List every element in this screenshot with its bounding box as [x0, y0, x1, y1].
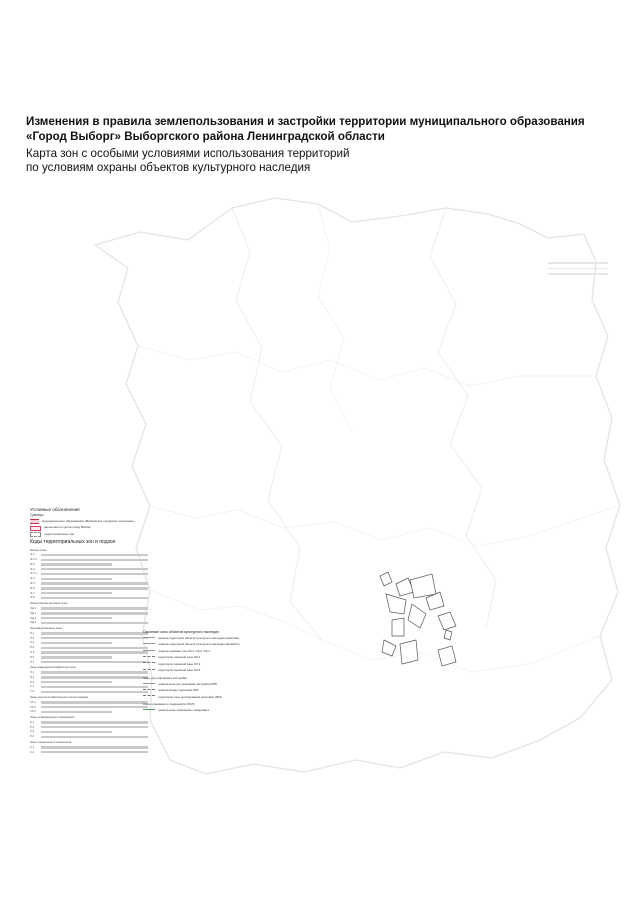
code-row: [30, 617, 148, 621]
zone-code: Ж-1.1: [30, 558, 37, 562]
code-row: [30, 612, 148, 616]
zone-description: [41, 554, 148, 556]
code-row: [30, 661, 148, 665]
zone-description: [41, 731, 112, 733]
heritage-line-swatch: [143, 709, 155, 713]
code-row: [30, 621, 148, 625]
heritage-legend-label: территория зоны регулирования застройки (ЗРЗ): [158, 694, 222, 699]
zone-description: [41, 592, 112, 594]
zone-code: Р-2: [30, 725, 35, 729]
code-row: [30, 721, 148, 725]
zone-description: [41, 568, 148, 570]
code-row: [30, 592, 148, 596]
codes-group-heading: Зоны инженерной инфраструктуры: [30, 665, 76, 670]
zone-description: [41, 617, 112, 619]
zone-code: И-1: [30, 671, 35, 675]
legend-item: [30, 526, 148, 531]
zone-code: П-2: [30, 636, 35, 640]
zone-description: [41, 711, 112, 713]
zone-code: Ж-3: [30, 567, 35, 571]
code-row: [30, 751, 148, 755]
heritage-line-swatch: [143, 683, 155, 687]
zone-code: СХ-1: [30, 700, 36, 704]
code-row: [30, 577, 148, 581]
heritage-line-swatch: [143, 695, 155, 699]
legend-item-label: муниципального образования «Выборгское городское поселение»: [42, 518, 135, 523]
heritage-legend-label: граница территории объекта культурного наследия (памятник): [158, 636, 240, 641]
codes-group-heading: Зоны специального назначения: [30, 740, 72, 745]
heritage-legend-item: [143, 637, 253, 641]
codes-group-heading: Зоны сельскохозяйственного использования: [30, 695, 89, 699]
zone-description: [41, 701, 148, 703]
scale-marks: [548, 258, 608, 275]
zone-description: [41, 726, 148, 728]
zone-code: И-2: [30, 675, 35, 679]
heritage-legend-item: [143, 689, 253, 693]
code-row: [30, 553, 148, 557]
heritage-line-swatch: [143, 656, 155, 660]
zone-code: ОД-4: [30, 621, 37, 625]
title-block: [26, 114, 626, 175]
legend-swatch: [30, 526, 41, 531]
zone-code: С-1: [30, 745, 35, 749]
zone-description: [41, 642, 112, 644]
zone-code: Ж-4: [30, 577, 35, 581]
page-subtitle: Карта зон с особыми условиями использования территорий по условиям охраны объектов культурного наследия: [26, 147, 350, 174]
zone-description: [41, 661, 148, 663]
zone-description: [41, 607, 148, 609]
zone-description: [41, 597, 148, 599]
code-row: [30, 676, 148, 680]
heritage-legend-title: Охранные зоны объектов культурного наследия: [143, 630, 219, 634]
district-line-6: [318, 204, 352, 432]
zone-parcel[interactable]: [400, 640, 418, 664]
zone-description: [41, 746, 148, 748]
zone-code: П-4: [30, 646, 35, 650]
zone-code: Р-1: [30, 720, 35, 724]
zone-code: П-5: [30, 650, 35, 654]
code-row: [30, 651, 148, 655]
district-line-2: [430, 208, 496, 628]
heritage-legend-label: территория охранной зоны ОЗ-2: [158, 661, 201, 666]
code-row: [30, 641, 148, 645]
zone-code: СХ-2: [30, 705, 36, 709]
zone-description: [41, 632, 148, 634]
heritage-legend-label: граница зоны регулирования застройки (ЗРЗ): [158, 681, 218, 686]
code-row: [30, 646, 148, 650]
zone-parcel[interactable]: [380, 572, 392, 586]
zone-code: П-3: [30, 641, 35, 645]
zone-parcel[interactable]: [408, 604, 426, 628]
zone-description: [41, 706, 148, 708]
heritage-legend-item: [143, 656, 253, 660]
zone-code: Ж-3.1: [30, 572, 37, 576]
zone-code: Т-1: [30, 685, 34, 689]
zone-parcel[interactable]: [392, 618, 404, 636]
heritage-legend-item: [143, 650, 253, 654]
zone-parcel[interactable]: [386, 594, 406, 614]
zone-description: [41, 637, 148, 639]
legend-swatch: [30, 519, 39, 524]
heritage-legend-item: [143, 662, 253, 666]
zone-code: Т-2: [30, 690, 34, 694]
codes-list: [30, 549, 148, 755]
heritage-legend-label: граница зоны охраняемого ландшафта: [158, 708, 209, 713]
zone-code: ОД-3: [30, 616, 37, 620]
code-row: [30, 671, 148, 675]
code-row: [30, 730, 148, 734]
zone-description: [41, 681, 112, 683]
code-row: [30, 632, 148, 636]
zone-description: [41, 578, 112, 580]
heritage-legend-item: [143, 683, 253, 687]
zone-code: ОД-2: [30, 611, 37, 615]
zone-description: [41, 587, 148, 589]
code-row: [30, 735, 148, 739]
code-row: [30, 558, 148, 562]
code-row: [30, 607, 148, 611]
zone-parcel[interactable]: [382, 640, 396, 656]
code-row: [30, 572, 148, 576]
zone-code: Р-3: [30, 730, 35, 734]
code-row: [30, 746, 148, 750]
codes-group-heading: Общественно-деловые зоны: [30, 601, 68, 606]
code-row: [30, 706, 148, 710]
zone-code: Ж-7: [30, 591, 35, 595]
heritage-legend-item: [143, 695, 253, 699]
zone-parcel[interactable]: [438, 612, 456, 630]
zone-description: [41, 691, 148, 693]
heritage-legend-label: территория охранной зоны ОЗ-3: [158, 668, 201, 673]
heritage-line-swatch: [143, 637, 155, 641]
zrz-heading: Зоны регулирования застройки: [143, 675, 187, 680]
heritage-legend-label: граница между подзонами ЗРЗ: [158, 688, 199, 693]
codes-group-heading: Производственные зоны: [30, 626, 63, 631]
legend-title: Условные обозначения: [30, 507, 80, 512]
zone-code: Р-4: [30, 735, 35, 739]
zone-description: [41, 651, 148, 653]
zone-description: [41, 736, 148, 738]
heritage-line-swatch: [143, 662, 155, 666]
heritage-legend-item: [143, 643, 253, 647]
code-row: [30, 563, 148, 567]
zone-code: СХ-3: [30, 710, 36, 714]
zone-parcel[interactable]: [438, 646, 456, 666]
legend-item: [30, 519, 148, 524]
zone-description: [41, 721, 148, 723]
heritage-legend-label: граница охранных зон ОЗ-1, ОЗ-2, ОЗ-3: [158, 648, 210, 653]
heritage-line-swatch: [143, 650, 155, 654]
codes-group-heading: Зоны рекреационного назначения: [30, 715, 75, 720]
zone-description: [41, 656, 112, 658]
district-line-4: [150, 505, 620, 546]
code-row: [30, 637, 148, 641]
codes-group-heading: Жилые зоны: [30, 547, 47, 552]
zone-code: Ж-2: [30, 562, 35, 566]
zone-code: П-1: [30, 631, 35, 635]
code-row: [30, 656, 148, 660]
code-row: [30, 587, 148, 591]
heritage-line-swatch: [143, 643, 155, 647]
zone-parcel[interactable]: [410, 574, 436, 598]
heritage-line-swatch: [143, 689, 155, 693]
zone-description: [41, 622, 148, 624]
heritage-legend: [143, 631, 253, 713]
code-row: [30, 568, 148, 572]
zone-description: [41, 563, 112, 565]
zone-description: [41, 612, 148, 614]
zone-code: Ж-5: [30, 582, 35, 586]
zone-code: П-6: [30, 655, 35, 659]
code-row: [30, 710, 148, 714]
zone-code: И-3: [30, 680, 35, 684]
zol-heading: Зона охраняемого ландшафта (ЗОЛ): [143, 702, 195, 707]
zone-code: Ж-1: [30, 553, 35, 557]
code-row: [30, 701, 148, 705]
code-row: [30, 726, 148, 730]
district-line-3: [138, 346, 596, 386]
zone-description: [41, 686, 148, 688]
heritage-legend-label: территория охранной зоны ОЗ-1: [158, 655, 201, 660]
codes-heading: Коды территориальных зон и подзон: [30, 539, 116, 546]
legend-item: [30, 532, 148, 537]
zone-code: С-2: [30, 750, 35, 754]
zone-description: [41, 647, 148, 649]
zone-parcel[interactable]: [444, 630, 452, 640]
legend-panel: [30, 507, 148, 754]
zone-code: Ж-6: [30, 586, 35, 590]
heritage-line-swatch: [143, 669, 155, 673]
page-title: Изменения в правила землепользования и застройки территории муниципального образования «Город Выборг» Выборгского района Ленинградской области: [26, 115, 585, 143]
legend-item-label: населенного пункта город Выборг: [44, 525, 92, 530]
district-line-1: [232, 208, 322, 640]
heritage-legend-label: граница территории объекта культурного наследия (ансамбль): [158, 642, 240, 647]
code-row: [30, 582, 148, 586]
zone-code: ОД-1: [30, 606, 37, 610]
zone-code: П-7: [30, 660, 35, 664]
legend-item-label: территориальных зон: [44, 532, 75, 537]
legend-swatch: [30, 532, 41, 537]
zone-description: [41, 582, 148, 584]
heritage-zones: [380, 572, 456, 666]
code-row: [30, 685, 148, 689]
zone-description: [41, 676, 148, 678]
code-row: [30, 690, 148, 694]
zone-description: [41, 671, 148, 673]
zone-description: [41, 573, 148, 575]
legend-subtitle: Границы: [30, 513, 44, 517]
heritage-legend-item: [143, 669, 253, 673]
zone-description: [41, 751, 148, 753]
code-row: [30, 596, 148, 600]
heritage-legend-item: [143, 709, 253, 713]
zone-description: [41, 559, 148, 561]
code-row: [30, 681, 148, 685]
zone-code: Ж-8: [30, 596, 35, 600]
